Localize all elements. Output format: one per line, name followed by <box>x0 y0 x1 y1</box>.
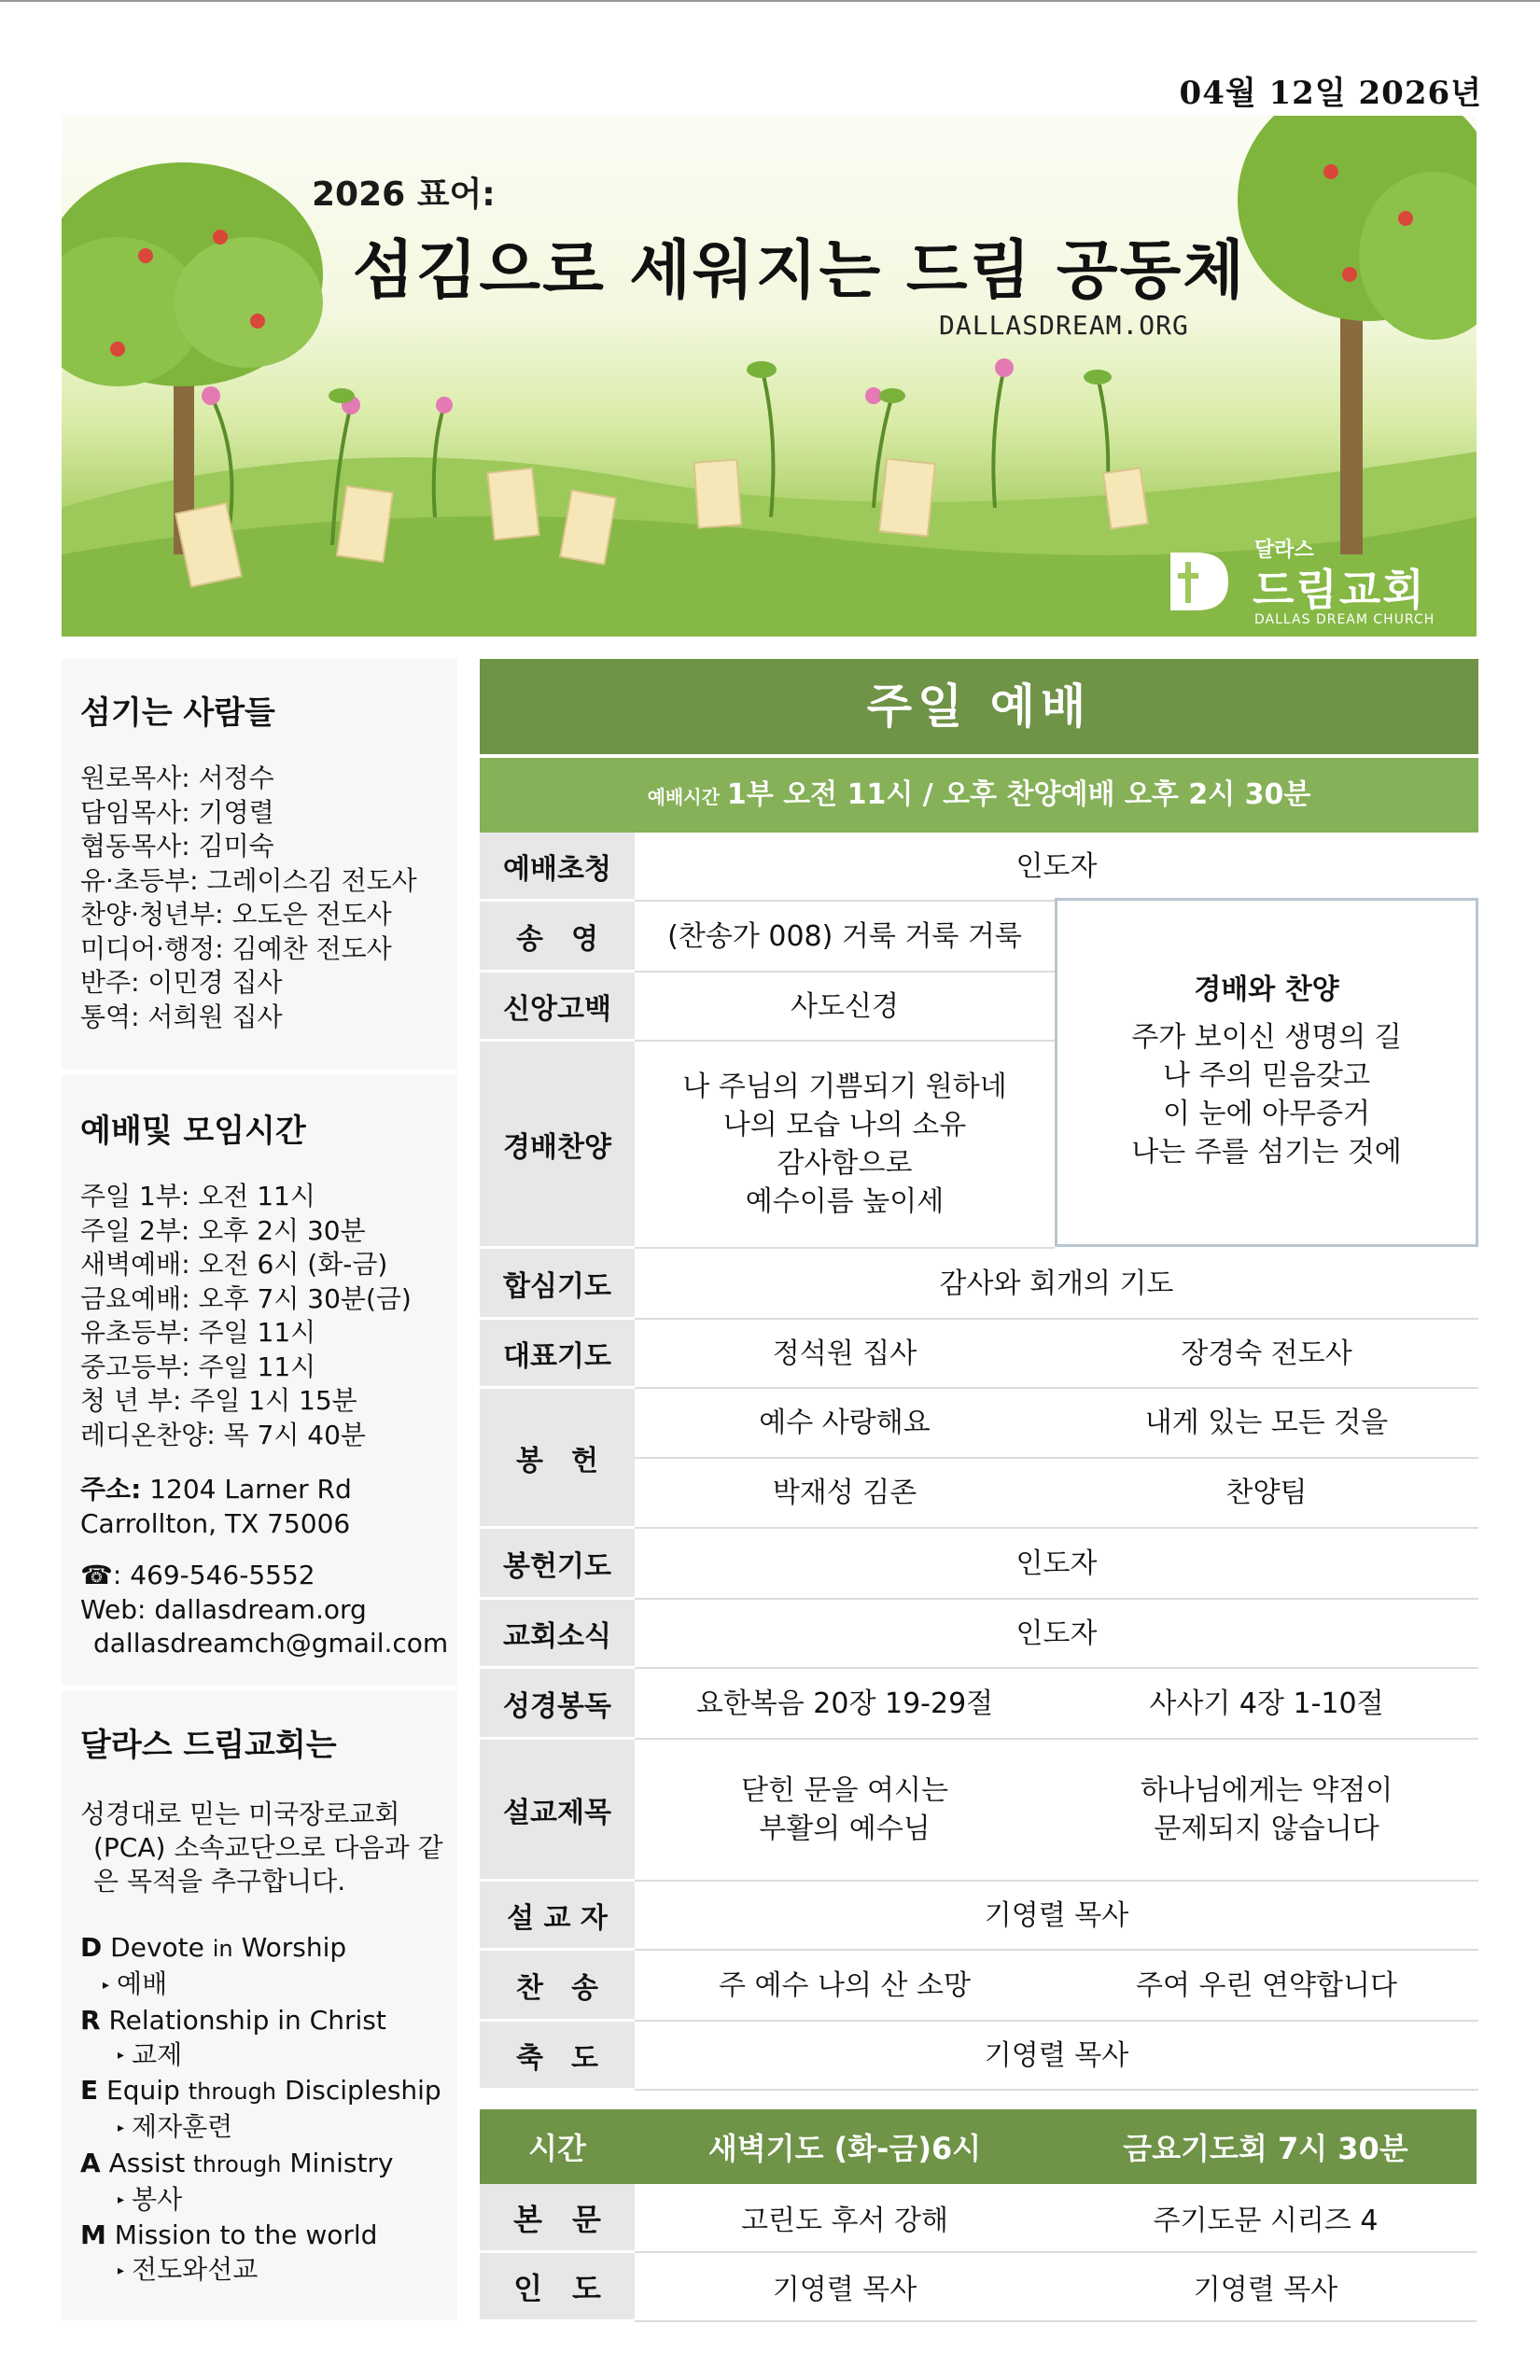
times-heading: 예배및 모임시간 <box>80 1113 306 1150</box>
sermon-title-2: 하나님에게는 약점이 문제되지 않습니다 <box>1055 1740 1478 1882</box>
list-item: 찬양·청년부: 오도은 전도사 <box>80 899 392 930</box>
row-label: 설교제목 <box>480 1740 635 1882</box>
row-label: 축 도 <box>480 2022 635 2091</box>
motto-label: 2026 표어: <box>312 175 496 214</box>
about-line: 은 목적을 추구합니다. <box>93 1866 346 1897</box>
row-value: 주여 우린 연약합니다 <box>1055 1951 1478 2022</box>
dream-korean: ▸ 전도와선교 <box>118 2254 259 2285</box>
church-logo-icon <box>1163 547 1232 616</box>
address-line1: 1204 Larner Rd <box>149 1474 352 1505</box>
list-item: 통역: 서희원 집사 <box>80 1001 283 1032</box>
song-line: 주가 보이신 생명의 길 <box>1131 1021 1402 1054</box>
row-value: 기영렬 목사 <box>635 2022 1478 2091</box>
row-label: 봉 헌 <box>480 1389 635 1529</box>
bulletin-date: 04월 12일 2026년 <box>1179 75 1482 112</box>
bullet-icon: ▸ <box>118 2262 125 2278</box>
row-value: (찬송가 008) 거룩 거룩 거룩 <box>635 902 1055 973</box>
row-value: 찬양팀 <box>1055 1459 1478 1529</box>
row-value: 감사와 회개의 기도 <box>635 1249 1478 1320</box>
dream-korean: ▸ 제자훈련 <box>118 2111 233 2142</box>
dream-korean: ▸ 봉사 <box>118 2183 183 2215</box>
web-address[interactable]: Web: dallasdream.org <box>80 1593 367 1625</box>
song-line: 나는 주를 섬기는 것에 <box>1131 1136 1402 1169</box>
row-value: 박재성 김존 <box>635 1459 1055 1529</box>
sermon-title-1: 닫힌 문을 여시는 부활의 예수님 <box>635 1740 1055 1882</box>
email-address[interactable]: dallasdreamch@gmail.com <box>93 1628 449 1659</box>
row-label: 설 교 자 <box>480 1882 635 1951</box>
row-value: 장경숙 전도사 <box>1055 1320 1478 1389</box>
row-value: 기영렬 목사 <box>635 2253 1055 2322</box>
row-label: 본 문 <box>480 2184 635 2253</box>
praise-box <box>1055 898 1478 1247</box>
bullet-icon: ▸ <box>118 2048 125 2063</box>
divider <box>62 1686 457 1691</box>
row-label: 성경봉독 <box>480 1669 635 1740</box>
dream-item: D Devote in Worship <box>80 1932 347 1963</box>
address-label: 주소: <box>80 1474 142 1505</box>
list-item: 주일 2부: 오후 2시 30분 <box>80 1214 366 1246</box>
worship-title: 주일 예배 <box>480 659 1478 754</box>
address-line2: Carrollton, TX 75006 <box>80 1507 351 1539</box>
list-item: 담임목사: 기영렬 <box>80 796 274 828</box>
list-item: 주일 1부: 오전 11시 <box>80 1181 315 1211</box>
website-url: DALLASDREAM.ORG <box>939 310 1189 341</box>
song-line: 이 눈에 아무증거 <box>1163 1098 1370 1130</box>
list-item: 청 년 부: 주일 1시 15분 <box>80 1385 357 1416</box>
dream-korean: ▸ 교제 <box>118 2038 183 2070</box>
row-value: 정석원 집사 <box>635 1320 1055 1389</box>
row-value: 인도자 <box>635 1529 1478 1600</box>
worship-time-label: 예배시간 <box>647 786 720 808</box>
bullet-icon: ▸ <box>103 1977 110 1993</box>
song-line: 나 주님의 기쁨되기 원하네 <box>682 1071 1007 1103</box>
about-line: (PCA) 소속교단으로 다음과 같 <box>93 1832 443 1863</box>
table-header: 새벽기도 (화-금)6시 <box>635 2109 1055 2184</box>
praise-songs <box>635 1042 1055 1249</box>
row-value: 인도자 <box>635 1600 1478 1669</box>
list-item: 레디온찬양: 목 7시 40분 <box>80 1419 366 1450</box>
song-line: 나의 모습 나의 소유 <box>722 1109 967 1141</box>
dream-acronym <box>80 1930 454 2289</box>
church-logo <box>1163 526 1471 629</box>
row-label: 인 도 <box>480 2253 635 2322</box>
row-value: 사사기 4장 1-10절 <box>1055 1669 1478 1740</box>
contact <box>80 1559 448 1661</box>
row-label: 대표기도 <box>480 1320 635 1389</box>
row-label: 신앙고백 <box>480 973 635 1042</box>
row-label: 봉헌기도 <box>480 1529 635 1600</box>
row-label: 교회소식 <box>480 1600 635 1669</box>
list-item: 금요예배: 오후 7시 30분(금) <box>80 1282 412 1314</box>
servants-list <box>80 762 417 1034</box>
row-label: 송 영 <box>480 902 635 973</box>
sidebar <box>62 659 457 2320</box>
row-value: 사도신경 <box>635 973 1055 1042</box>
list-item: 유·초등부: 그레이스김 전도사 <box>80 864 417 896</box>
worship-time <box>480 758 1478 833</box>
phone-number: : 469-546-5552 <box>112 1560 315 1590</box>
dream-item: R Relationship in Christ <box>80 2004 386 2036</box>
row-value: 주기도문 시리즈 4 <box>1055 2184 1477 2253</box>
logo-english: DALLAS DREAM CHURCH <box>1254 612 1435 627</box>
servants-heading: 섬기는 사람들 <box>80 694 275 732</box>
about-line: 성경대로 믿는 미국장로교회 <box>80 1799 400 1829</box>
about-heading: 달라스 드림교회는 <box>80 1727 337 1764</box>
dream-korean: ▸ 예배 <box>103 1968 168 1999</box>
times-list <box>80 1180 412 1452</box>
table-header: 시간 <box>480 2109 635 2184</box>
praise-box-title: 경배와 찬양 <box>1194 973 1339 1006</box>
row-label: 합심기도 <box>480 1249 635 1320</box>
dream-item: A Assist through Ministry <box>80 2147 394 2178</box>
row-value: 기영렬 목사 <box>1055 2253 1477 2322</box>
row-value: 기영렬 목사 <box>635 1882 1478 1951</box>
row-label: 예배초청 <box>480 833 635 902</box>
row-value: 고린도 후서 강해 <box>635 2184 1055 2253</box>
top-rule <box>0 0 1540 2</box>
row-value: 요한복음 20장 19-29절 <box>635 1669 1055 1740</box>
logo-name: 드림교회 <box>1253 565 1426 615</box>
address <box>80 1473 352 1541</box>
list-item: 새벽예배: 오전 6시 (화-금) <box>80 1249 388 1280</box>
row-value: 예수 사랑해요 <box>635 1389 1055 1459</box>
dream-item: M Mission to the world <box>80 2219 378 2250</box>
song-line: 감사함으로 <box>777 1147 913 1180</box>
row-label: 찬 송 <box>480 1951 635 2022</box>
bullet-icon: ▸ <box>118 2120 125 2135</box>
list-item: 미디어·행정: 김예찬 전도사 <box>80 932 392 964</box>
motto: 섬김으로 세워지는 드림 공동체 <box>353 234 1246 308</box>
logo-small-text: 달라스 <box>1254 539 1314 562</box>
song-line: 예수이름 높이세 <box>745 1185 945 1218</box>
bullet-icon: ▸ <box>118 2192 125 2207</box>
about-text <box>80 1798 454 1898</box>
worship-time-text: 1부 오전 11시 / 오후 찬양예배 오후 2시 30분 <box>726 778 1311 811</box>
row-value: 인도자 <box>635 833 1478 902</box>
phone-icon: ☎ <box>80 1560 113 1590</box>
list-item: 반주: 이민경 집사 <box>80 967 283 998</box>
divider <box>62 1070 457 1075</box>
list-item: 원로목사: 서정수 <box>80 763 274 793</box>
row-value: 내게 있는 모든 것을 <box>1055 1389 1478 1459</box>
row-value: 주 예수 나의 산 소망 <box>635 1951 1055 2022</box>
row-label: 경배찬양 <box>480 1042 635 1249</box>
banner <box>62 116 1477 637</box>
dream-item: E Equip through Discipleship <box>80 2075 441 2106</box>
song-line: 나 주의 믿음갖고 <box>1163 1059 1370 1092</box>
list-item: 유초등부: 주일 11시 <box>80 1317 316 1348</box>
table-header: 금요기도회 7시 30분 <box>1055 2109 1477 2184</box>
list-item: 중고등부: 주일 11시 <box>80 1351 316 1382</box>
list-item: 협동목사: 김미숙 <box>80 831 274 861</box>
